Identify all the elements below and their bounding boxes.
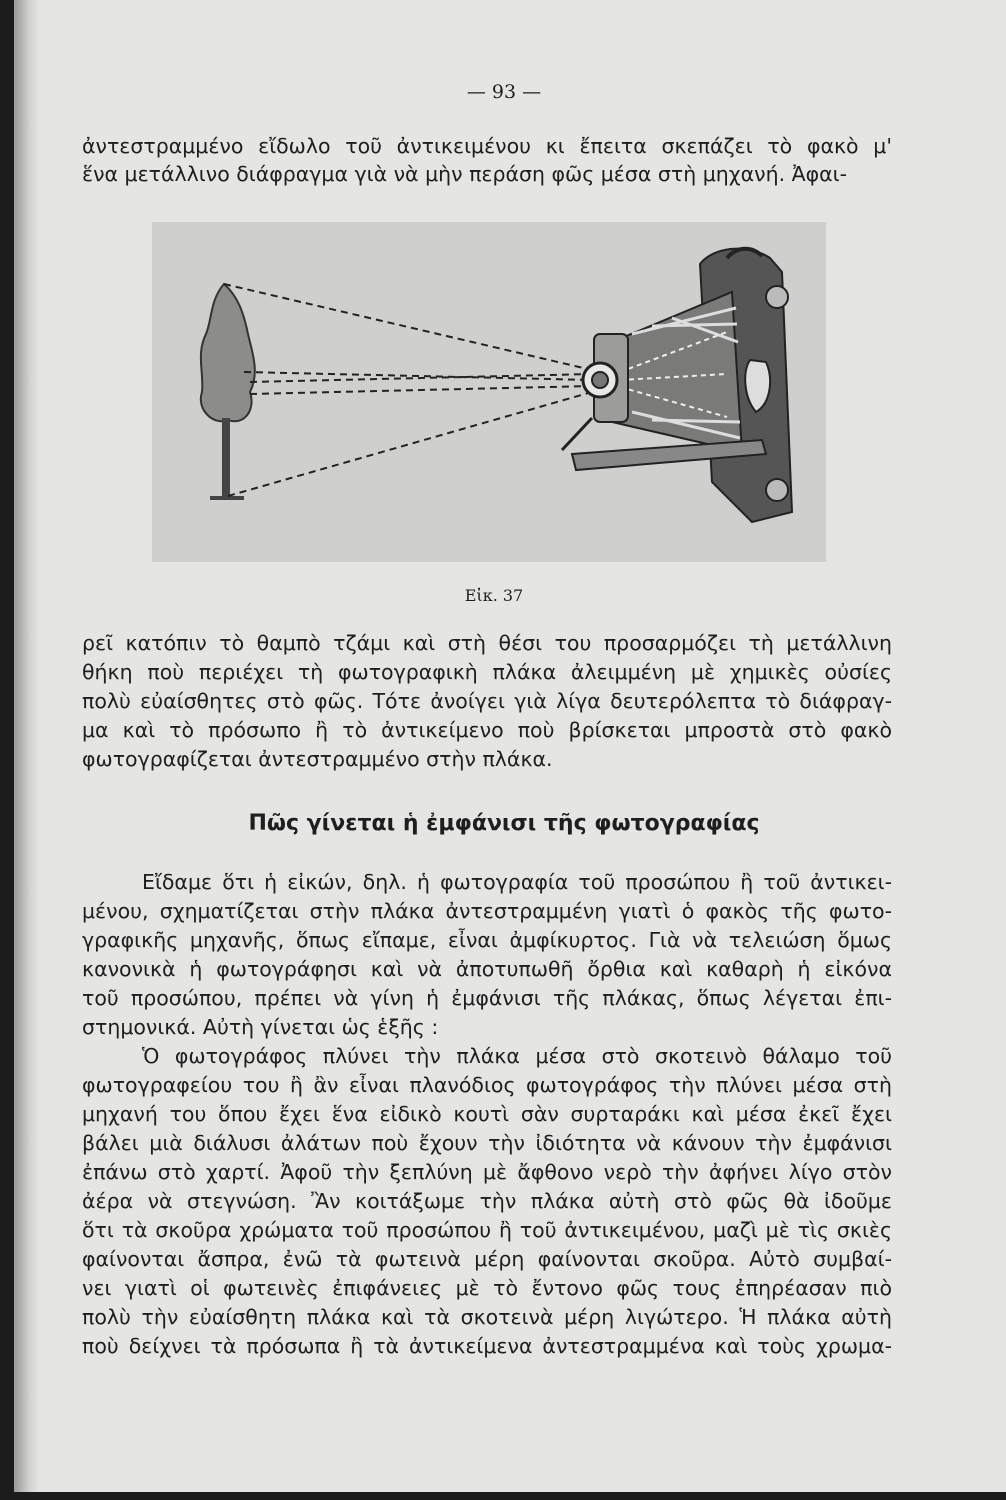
text-line: ἐπάνω στὸ χαρτί. Ἀφοῦ τὴν ξεπλύνη μὲ ἄφθονο νερὸ τὴν ἀφήνει λίγο στὸν [82,1160,892,1184]
text-line: γραφικῆς μηχανῆς, ὅπως εἴπαμε, εἶναι ἀμφίκυρτος. Γιὰ νὰ τελειώση ὅμως [82,928,892,952]
text-line: ἀντεστραμμένο εἴδωλο τοῦ ἀντικειμένου κι ἔπειτα σκεπάζει τὸ φακὸ μ' [82,134,892,158]
camera-illustration [152,222,826,562]
text-line: φωτογραφείου του ἢ ἂν εἶναι πλανόδιος φωτογράφος τὴν πλύνει μέσα στὴ [82,1073,892,1097]
text-line: Ὁ φωτογράφος πλύνει τὴν πλάκα μέσα στὸ σκοτεινὸ θάλαμο τοῦ [142,1044,892,1068]
text-line: κανονικὰ ἡ φωτογράφησι καὶ νὰ ἀποτυπωθῆ ὄρθια καὶ καθαρὴ ἡ εἰκόνα [82,957,892,981]
text-line: θήκη ποὺ περιέχει τὴ φωτογραφικὴ πλάκα ἀλειμμένη μὲ χημικὲς οὐσίες [82,660,892,684]
figure-camera-diagram [152,222,826,562]
text-line: τοῦ προσώπου, πρέπει νὰ γίνη ἡ ἐμφάνισι τῆς πλάκας, ὅπως λέγεται ἐπι- [82,986,892,1010]
text-line: φωτογραφίζεται ἀντεστραμμένο στὴν πλάκα. [82,747,553,771]
section-heading: Πῶς γίνεται ἡ ἐμφάνισι τῆς φωτογραφίας [248,811,760,836]
text-line: μηχανή του ὅπου ἔχει ἕνα εἰδικὸ κουτὶ σὰν συρταράκι καὶ μέσα ἐκεῖ ἔχει [82,1102,892,1126]
text-line: ρεῖ κατόπιν τὸ θαμπὸ τζάμι καὶ στὴ θέσι του προσαρμόζει τὴ μετάλλινη [82,631,892,655]
text-line: πολὺ εὐαίσθητες στὸ φῶς. Τότε ἀνοίγει γιὰ λίγα δευτερόλεπτα τὸ διάφραγ- [82,689,892,713]
text-line: ἕνα μετάλλινο διάφραγμα γιὰ νὰ μὴν περάση φῶς μέσα στὴ μηχανή. Ἀφαι- [82,162,848,186]
figure-caption: Εἰκ. 37 [464,586,524,605]
text-line: Εἴδαμε ὅτι ἡ εἰκών, δηλ. ἡ φωτογραφία τοῦ προσώπου ἢ τοῦ ἀντικει- [142,870,892,894]
text-line: ποὺ δείχνει τὰ πρόσωπα ἢ τὰ ἀντικείμενα ἀντεστραμμένα καὶ τοὺς χρωμα- [82,1334,892,1358]
text-line: πολὺ τὴν εὐαίσθητη πλάκα καὶ τὰ σκοτεινὰ μέρη λιγώτερο. Ἡ πλάκα αὐτὴ [82,1305,892,1329]
text-line: βάλει μιὰ διάλυσι ἀλάτων ποὺ ἔχουν τὴν ἰδιότητα νὰ κάνουν τὴν ἐμφάνισι [82,1131,892,1155]
text-line: ἀέρα νὰ στεγνώση. Ἂν κοιτάξωμε τὴν πλάκα αὐτὴ στὸ φῶς θὰ ἰδοῦμε [82,1189,892,1213]
page-spine-shadow [14,0,40,1492]
folding-camera-drawing [562,249,792,522]
text-line: ὅτι τὰ σκοῦρα χρώματα τοῦ προσώπου ἢ τοῦ ἀντικειμένου, μαζὶ μὲ τὶς σκιὲς [82,1218,892,1242]
text-line: μένου, σχηματίζεται στὴν πλάκα ἀντεστραμμένη γιατὶ ὁ φακὸς τῆς φωτο- [82,899,892,923]
book-page [14,0,1006,1492]
text-line: νει γιατὶ οἱ φωτεινὲς ἐπιφάνειες μὲ τὸ ἔντονο φῶς τους ἐπηρέασαν πιὸ [82,1276,892,1300]
light-rays [224,284,592,496]
page-number: — 93 — [466,81,542,103]
text-line: φαίνονται ἄσπρα, ἐνῶ τὰ φωτεινὰ μέρη φαίνονται σκοῦρα. Αὐτὸ συμβαί- [82,1247,892,1271]
tree-drawing [201,284,255,498]
text-line: μα καὶ τὸ πρόσωπο ἢ τὸ ἀντικείμενο ποὺ βρίσκεται μπροστὰ στὸ φακὸ [82,718,892,742]
text-line: στημονικά. Αὐτὴ γίνεται ὡς ἑξῆς : [82,1015,439,1039]
